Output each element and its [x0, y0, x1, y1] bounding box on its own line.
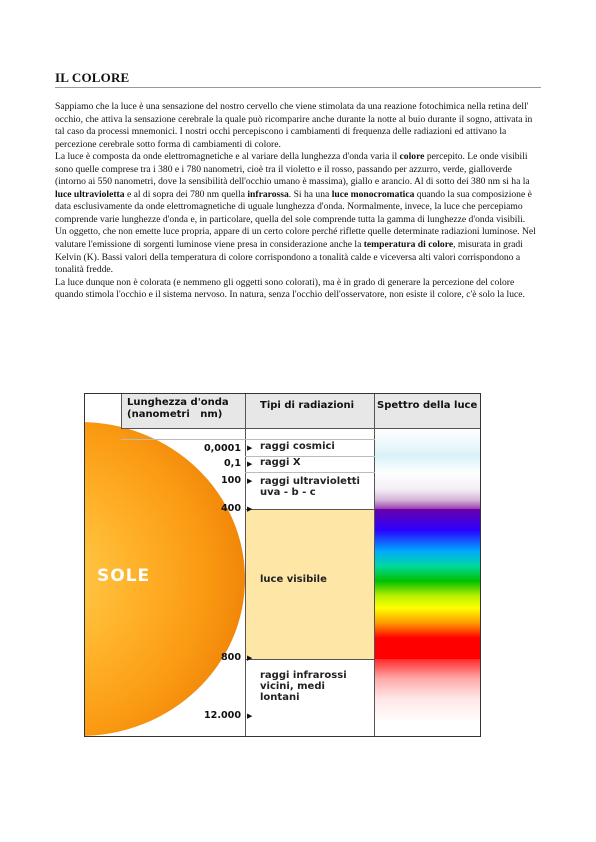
text-run: percepito. Le onde visibili sono quelle comprese tra i 380 e i 780 nanometri, cioè tra il violetto e il rosso, passando per azzurro, verde, gialloverde (intorno ai 550 nanometri, dove la sensibilità dell'occhio umano è massima), giallo e arancio. Al di sotto dei 380 nm si ha la	[55, 151, 530, 188]
document-body	[55, 101, 543, 302]
text-run: , misurata in gradi Kelvin (K). Bassi valori della temperatura di colore corrispondono a tonalità calde e viceversa alti valori corrispondono a tonalità fredde.	[55, 239, 523, 276]
wavelength-mark: 100	[220, 475, 241, 486]
wavelength-mark: 800	[220, 652, 241, 663]
spectrum-visible	[375, 509, 481, 659]
header-spectrum: Spettro della luce	[375, 394, 481, 428]
spectrum-ultraviolet	[375, 473, 481, 509]
sun-label: SOLE	[97, 566, 151, 586]
radiation-type-infrared: raggi infrarossi vicini, medi lontani	[260, 670, 347, 703]
text-run: Sappiamo che la luce è una sensazione del nostro cervello che viene stimolata da una reazione fotochimica nella retina dell' occhio, che attiva la sensazione cerebrale la quale può ricomparire anche durante la notte al buio durante il sogno, attivata in tal caso da processi mnemonici. I nostri occhi percepiscono i cambiamenti di frequenza delle radiazioni ed attivano la percezione cerebrale sotto forma di cambiamenti di colore.	[55, 101, 533, 150]
text-run: quando la sua composizione è data esclusivamente da onde elettromagnetiche di uguale lunghezza d'onda. Normalmente, invece, la luce che percepiamo comprende varie lunghezze d'onda e, in particolare, quella del sole comprende tutta la gamma di lunghezze d'onda visibili.	[55, 188, 532, 225]
bold-term: infrarossa	[247, 188, 289, 200]
bold-term: colore	[399, 151, 425, 163]
wavelength-mark: 12.000	[203, 710, 241, 721]
bold-term: luce monocromatica	[331, 188, 415, 200]
pointer-arrow-icon: ▶	[247, 712, 253, 720]
header-radiation-types: Tipi di radiazioni	[246, 394, 374, 428]
header-wavelength: Lunghezza d'onda (nanometri nm)	[121, 394, 245, 428]
row-divider	[245, 659, 375, 660]
bold-term: temperatura di colore	[363, 239, 454, 251]
spectrum-infrared	[375, 659, 481, 737]
bold-term: luce ultravioletta	[55, 188, 125, 200]
radiation-type-xray: raggi X	[260, 457, 301, 468]
body-paragraph	[55, 277, 543, 302]
light-spectrum-figure	[84, 393, 481, 737]
body-paragraph	[55, 101, 543, 151]
text-run: . Si ha una	[288, 188, 332, 200]
pointer-arrow-icon: ▶	[247, 460, 253, 468]
row-divider	[245, 509, 375, 510]
text-run: La luce dunque non è colorata (e nemmeno gli oggetti sono colorati), ma è in grado di generare la percezione del colore quando stimola l'occhio e il sistema nervoso. In natura, senza l'occhio dell'osservatore, non esiste il colore, c'è solo la luce.	[55, 276, 525, 301]
title-rule	[55, 87, 541, 88]
wavelength-mark: 0,1	[224, 458, 241, 469]
body-paragraph	[55, 226, 543, 276]
column-divider	[121, 394, 122, 428]
radiation-type-visible: luce visibile	[260, 574, 327, 585]
radiation-type-cosmic: raggi cosmici	[260, 441, 335, 452]
document-title: IL COLORE	[55, 70, 130, 85]
radiation-type-ultraviolet: raggi ultravioletti uva - b - c	[260, 476, 360, 498]
pointer-arrow-icon: ▶	[247, 444, 253, 452]
text-run: La luce è composta da onde elettromagnetiche e al variare della lunghezza d'onda varia il	[55, 151, 400, 163]
text-run: e al di sopra dei 780 nm quella	[124, 188, 248, 200]
pointer-arrow-icon: ▶	[247, 654, 253, 662]
wavelength-mark: 400	[220, 503, 241, 514]
text-run: Un oggetto, che non emette luce propria, appare di un certo colore perché riflette quelle determinate radiazioni luminose. Nel valutare l'emissione di sorgenti luminose viene presa in considerazione anche la	[55, 226, 536, 251]
spectrum-cosmic	[375, 429, 481, 473]
body-paragraph	[55, 151, 543, 226]
wavelength-mark: 0,0001	[203, 443, 241, 454]
pointer-arrow-icon: ▶	[247, 505, 253, 513]
pointer-arrow-icon: ▶	[247, 477, 253, 485]
